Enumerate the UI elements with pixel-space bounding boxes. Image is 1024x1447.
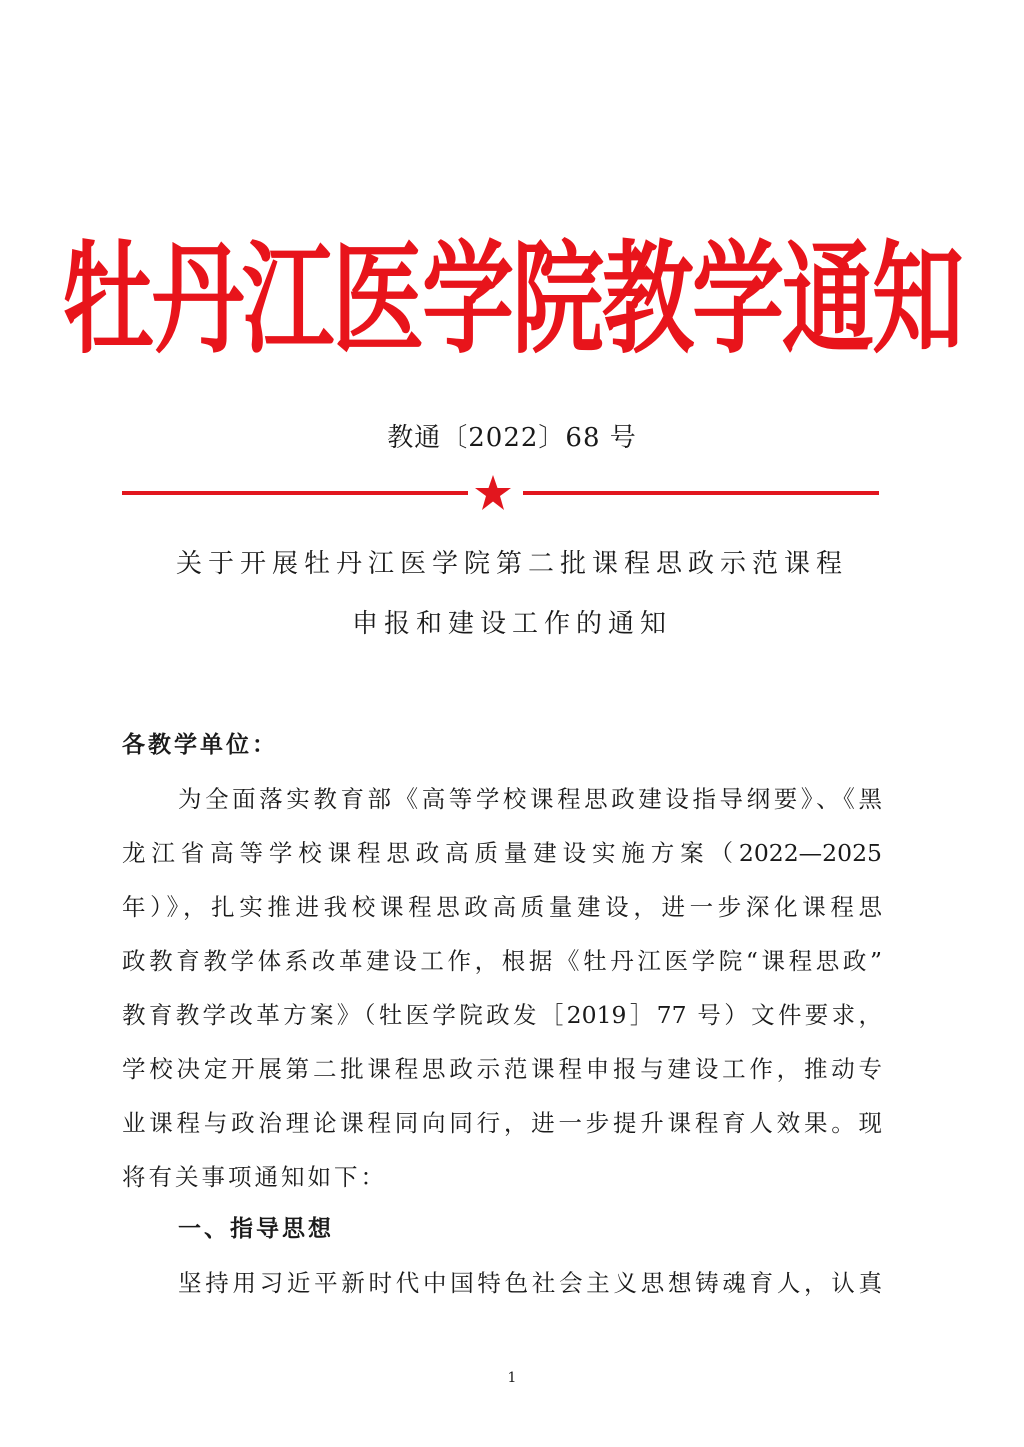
paragraph-1-line-6: 学校决定开展第二批课程思政示范课程申报与建设工作，推动专 (122, 1055, 882, 1083)
paragraph-1-line-5: 教育教学改革方案》（牡医学院政发［2019］77 号）文件要求， (122, 1001, 882, 1029)
section-heading-guiding-ideology: 一、指导思想 (178, 1216, 334, 1242)
star-icon (474, 474, 512, 512)
masthead-title: 牡丹江医学院教学通知 (61, 229, 962, 371)
document-number: 教通〔2022〕68 号 (387, 423, 637, 453)
notice-title-line-1: 关于开展牡丹江医学院第二批课程思政示范课程 (175, 549, 848, 579)
paragraph-1-line-2: 龙江省高等学校课程思政高质量建设实施方案（2022—2025 (122, 839, 882, 867)
paragraph-1-line-1: 为全面落实教育部《高等学校课程思政建设指导纲要》、《黑 (178, 785, 882, 813)
salutation: 各教学单位： (122, 732, 278, 758)
red-rule-left (122, 491, 468, 495)
paragraph-2-line-1: 坚持用习近平新时代中国特色社会主义思想铸魂育人，认真 (178, 1269, 882, 1297)
paragraph-1-line-7: 业课程与政治理论课程同向同行，进一步提升课程育人效果。现 (122, 1109, 882, 1137)
paragraph-1-line-4: 政教育教学体系改革建设工作，根据《牡丹江医学院“课程思政” (122, 947, 882, 975)
notice-title-line-2: 申报和建设工作的通知 (351, 609, 672, 639)
paragraph-1-line-3: 年）》，扎实推进我校课程思政高质量建设，进一步深化课程思 (122, 893, 882, 921)
page-number: 1 (507, 1370, 517, 1386)
paragraph-1-line-8: 将有关事项通知如下： (122, 1163, 387, 1191)
red-rule-right (523, 491, 879, 495)
